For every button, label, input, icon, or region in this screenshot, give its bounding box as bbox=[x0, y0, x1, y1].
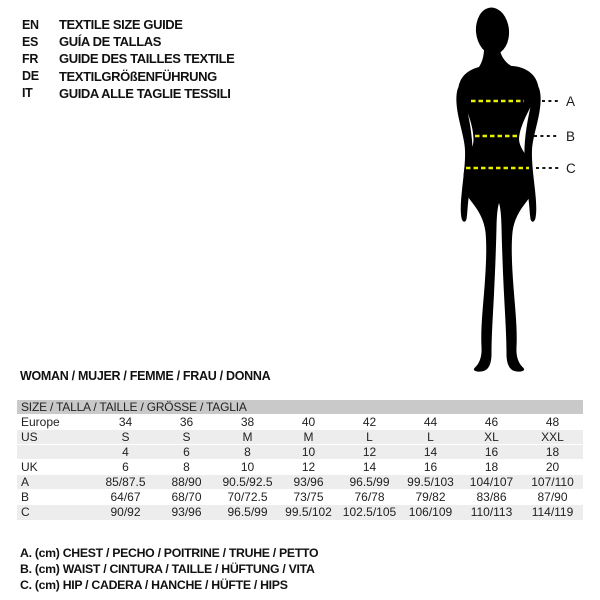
size-cell: 4 bbox=[122, 445, 129, 459]
size-cell: 83/86 bbox=[476, 490, 507, 504]
size-cell: 42 bbox=[362, 415, 377, 429]
size-cell: 104/107 bbox=[469, 475, 514, 489]
language-title: TEXTILE SIZE GUIDE bbox=[59, 17, 183, 33]
size-cell: 90.5/92.5 bbox=[222, 475, 273, 489]
legend-line-hip: C. (cm) HIP / CADERA / HANCHE / HÜFTE / HIPS bbox=[20, 578, 288, 592]
size-cell: M bbox=[303, 430, 314, 444]
size-cell: 110/113 bbox=[470, 505, 513, 520]
size-cell: 96.5/99 bbox=[227, 505, 268, 520]
size-cell: 40 bbox=[301, 415, 316, 429]
size-cell: 6 bbox=[183, 445, 190, 459]
size-cell: 106/109 bbox=[408, 505, 453, 520]
row-label: US bbox=[21, 430, 38, 444]
size-cell: 70/72.5 bbox=[227, 490, 268, 504]
language-code: FR bbox=[22, 51, 39, 66]
size-cell: 76/78 bbox=[354, 490, 385, 504]
table-row-chest bbox=[17, 475, 583, 490]
size-cell: 79/82 bbox=[415, 490, 446, 504]
language-title: TEXTILGRÖßENFÜHRUNG bbox=[59, 68, 217, 84]
size-cell: 99.5/103 bbox=[407, 475, 454, 489]
size-cell: S bbox=[182, 430, 191, 444]
size-cell: 12 bbox=[362, 445, 377, 459]
size-cell: 85/87.5 bbox=[105, 475, 146, 489]
legend-line-chest: A. (cm) CHEST / PECHO / POITRINE / TRUHE / PETTO bbox=[20, 546, 319, 560]
row-label: B bbox=[21, 490, 30, 504]
language-row bbox=[22, 85, 234, 102]
language-code: EN bbox=[22, 17, 39, 32]
size-cell: 6 bbox=[122, 460, 129, 474]
size-cell: 88/90 bbox=[171, 475, 202, 489]
table-row-europe bbox=[17, 415, 583, 430]
size-cell: 20 bbox=[545, 460, 560, 474]
woman-silhouette-svg bbox=[400, 0, 600, 380]
size-cell: 90/92 bbox=[110, 505, 141, 520]
size-cell: 73/75 bbox=[293, 490, 324, 504]
language-header bbox=[22, 16, 234, 102]
woman-silhouette bbox=[456, 6, 540, 371]
legend-line-waist: B. (cm) WAIST / CINTURA / TAILLE / HÜFTUNG / VITA bbox=[20, 562, 315, 576]
size-cell: 87/90 bbox=[537, 490, 568, 504]
table-row-uk bbox=[17, 460, 583, 475]
size-cell: 44 bbox=[423, 415, 438, 429]
marker-label-b: B bbox=[566, 128, 576, 144]
table-row-us-number bbox=[17, 445, 583, 460]
section-title: WOMAN / MUJER / FEMME / FRAU / DONNA bbox=[20, 369, 271, 383]
row-label bbox=[17, 445, 95, 460]
language-title: GUIDE DES TAILLES TEXTILE bbox=[59, 51, 235, 67]
size-cell: 102.5/105 bbox=[342, 505, 397, 520]
size-cell: 96.5/99 bbox=[349, 475, 390, 489]
size-cell: L bbox=[427, 430, 434, 444]
row-label: Europe bbox=[21, 415, 60, 429]
table-header: SIZE / TALLA / TAILLE / GRÖSSE / TAGLIA bbox=[17, 400, 583, 415]
measurement-legend bbox=[20, 546, 318, 594]
size-cell: 38 bbox=[240, 415, 255, 429]
size-cell: 14 bbox=[362, 460, 377, 474]
size-cell: 16 bbox=[423, 460, 438, 474]
size-cell: 48 bbox=[545, 415, 560, 429]
size-cell: L bbox=[366, 430, 373, 444]
size-cell: 34 bbox=[118, 415, 133, 429]
size-cell: 18 bbox=[545, 445, 560, 459]
size-cell: 10 bbox=[301, 445, 316, 459]
size-cell: 114/119 bbox=[531, 505, 574, 520]
size-cell: 18 bbox=[484, 460, 499, 474]
table-row-us-letter bbox=[17, 430, 583, 445]
size-cell: 36 bbox=[179, 415, 194, 429]
language-row bbox=[22, 33, 234, 50]
size-cell: XXL bbox=[541, 430, 564, 444]
language-row bbox=[22, 16, 234, 33]
row-label: UK bbox=[21, 460, 38, 474]
row-label: C bbox=[21, 505, 30, 520]
size-cell: 68/70 bbox=[171, 490, 202, 504]
language-row bbox=[22, 68, 234, 85]
size-cell: 93/96 bbox=[293, 475, 324, 489]
size-cell: S bbox=[121, 430, 130, 444]
language-title: GUÍA DE TALLAS bbox=[59, 34, 162, 50]
size-cell: 16 bbox=[484, 445, 499, 459]
size-cell: 8 bbox=[244, 445, 251, 459]
size-cell: 64/67 bbox=[110, 490, 141, 504]
size-cell: 8 bbox=[183, 460, 190, 474]
size-cell: 14 bbox=[423, 445, 438, 459]
marker-label-c: C bbox=[566, 160, 576, 176]
size-cell: 99.5/102 bbox=[285, 505, 332, 520]
marker-label-a: A bbox=[566, 93, 576, 109]
measurement-figure bbox=[400, 0, 600, 380]
size-cell: XL bbox=[484, 430, 499, 444]
size-cell: 107/110 bbox=[531, 475, 574, 489]
language-row bbox=[22, 50, 234, 67]
size-cell: 10 bbox=[240, 460, 255, 474]
size-cell: M bbox=[242, 430, 253, 444]
language-code: IT bbox=[22, 86, 33, 101]
language-code: DE bbox=[22, 69, 39, 84]
size-cell: 93/96 bbox=[171, 505, 202, 520]
table-header-row bbox=[17, 400, 583, 415]
language-code: ES bbox=[22, 34, 39, 49]
size-cell: 12 bbox=[301, 460, 316, 474]
table-row-hip bbox=[17, 505, 583, 520]
row-label: A bbox=[21, 475, 30, 489]
language-title: GUIDA ALLE TAGLIE TESSILI bbox=[59, 85, 231, 101]
size-table bbox=[17, 399, 583, 520]
silhouette-torso-legs bbox=[458, 65, 539, 371]
size-cell: 46 bbox=[484, 415, 499, 429]
table-row-waist bbox=[17, 490, 583, 505]
